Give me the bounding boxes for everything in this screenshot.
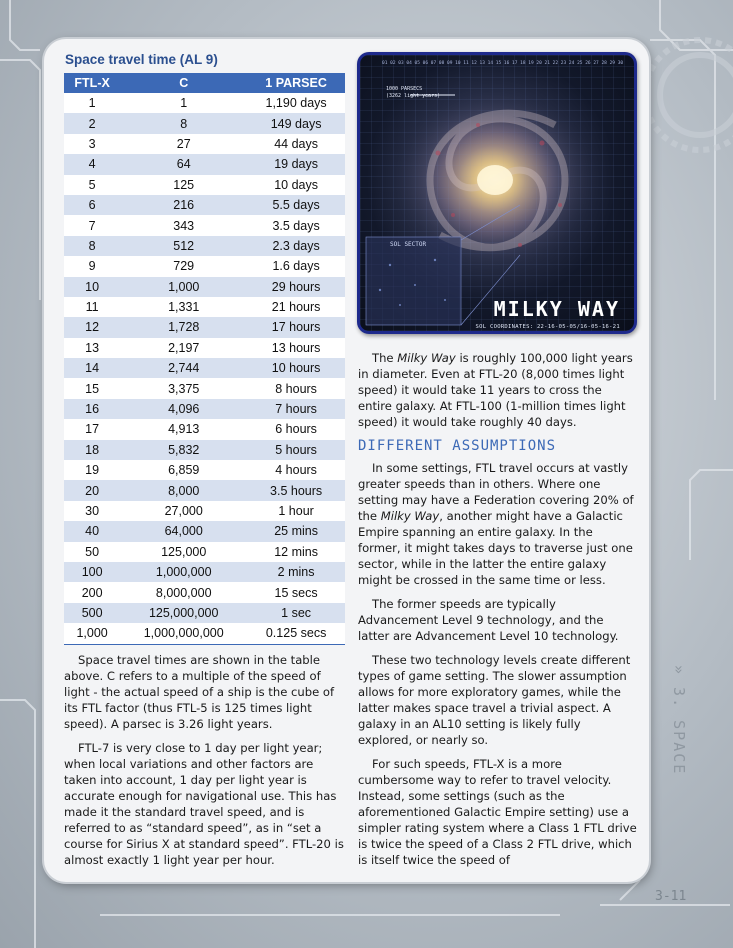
- table-cell: 1,000,000,000: [120, 623, 247, 644]
- text-run: In some settings, FTL travel occurs at vastly greater speeds than in others. Where one setting may have a Federation covering 20% of the: [358, 461, 634, 523]
- table-cell: 50: [64, 542, 120, 562]
- table-cell: 10 hours: [247, 358, 345, 378]
- paragraph: For such speeds, FTL-X is a more cumbersome way to refer to travel velocity. Instead, some settings (such as the aforementioned Galactic Empire setting) use a simpler rating system where a Class 1 FTL drive is twice the speed of a Class 2 FTL drive, which is itself twice the speed of: [358, 757, 637, 867]
- table-cell: 2: [64, 113, 120, 133]
- table-cell: 8: [64, 236, 120, 256]
- table-row: [64, 460, 345, 480]
- table-cell: 8 hours: [247, 378, 345, 398]
- table-row: [64, 480, 345, 500]
- table-cell: 27,000: [120, 501, 247, 521]
- travel-time-table-section: [64, 50, 345, 645]
- table-row: [64, 317, 345, 337]
- table-cell: 125: [120, 175, 247, 195]
- table-row: [64, 134, 345, 154]
- table-cell: 4,913: [120, 419, 247, 439]
- svg-text:01 02 03 04 05 06 07 08 09 10: 01 02 03 04 05 06 07 08 09 10 11 12 13 14 15 16 17 18 19 20 21 22 23 24 25 26 27 28 29 30: [382, 61, 624, 66]
- table-cell: 0.125 secs: [247, 623, 345, 644]
- table-cell: 30: [64, 501, 120, 521]
- paragraph: [358, 350, 638, 430]
- table-row: [64, 603, 345, 623]
- table-row: [64, 236, 345, 256]
- right-body-text: [358, 350, 638, 876]
- text-run: , another might have a Galactic Empire spanning an entire galaxy. In the former, it might takes days to traverse just one sector, while in the latter the entire galaxy might be crossed in the same time or less.: [358, 509, 633, 587]
- table-row: [64, 582, 345, 602]
- table-cell: 1: [64, 93, 120, 113]
- table-row: [64, 419, 345, 439]
- table-cell: 512: [120, 236, 247, 256]
- table-cell: 5,832: [120, 440, 247, 460]
- paragraph: [358, 460, 638, 588]
- table-row: [64, 623, 345, 644]
- table-cell: 13 hours: [247, 338, 345, 358]
- table-cell: 10: [64, 277, 120, 297]
- table-cell: 6 hours: [247, 419, 345, 439]
- table-cell: 125,000,000: [120, 603, 247, 623]
- table-cell: 1,000,000: [120, 562, 247, 582]
- table-row: [64, 358, 345, 378]
- header-parsec: 1 PARSEC: [247, 73, 345, 93]
- table-row: [64, 378, 345, 398]
- travel-time-table: [64, 73, 345, 645]
- table-row: [64, 297, 345, 317]
- table-cell: 7: [64, 215, 120, 235]
- table-cell: 2 mins: [247, 562, 345, 582]
- table-cell: 19 days: [247, 154, 345, 174]
- table-row: [64, 399, 345, 419]
- table-cell: 19: [64, 460, 120, 480]
- table-cell: 10 days: [247, 175, 345, 195]
- table-row: [64, 440, 345, 460]
- table-cell: 3.5 hours: [247, 480, 345, 500]
- table-cell: 27: [120, 134, 247, 154]
- table-row: [64, 215, 345, 235]
- table-row: [64, 501, 345, 521]
- table-cell: 29 hours: [247, 277, 345, 297]
- table-body: [64, 93, 345, 644]
- table-cell: 20: [64, 480, 120, 500]
- table-cell: 125,000: [120, 542, 247, 562]
- table-cell: 5 hours: [247, 440, 345, 460]
- table-row: [64, 256, 345, 276]
- table-cell: 4: [64, 154, 120, 174]
- table-cell: 12: [64, 317, 120, 337]
- table-cell: 15 secs: [247, 582, 345, 602]
- table-row: [64, 542, 345, 562]
- table-title: Space travel time (AL 9): [65, 52, 218, 67]
- table-header-row: [64, 73, 345, 93]
- paragraph: These two technology levels create different types of game setting. The slower assumption allows for more exploratory games, while the latter makes space travel a trivial aspect. A galaxy in an AL10 setting is likely fully explored, or nearly so.: [358, 653, 631, 747]
- table-cell: 8,000,000: [120, 582, 247, 602]
- table-cell: 2.3 days: [247, 236, 345, 256]
- table-cell: 18: [64, 440, 120, 460]
- table-cell: 149 days: [247, 113, 345, 133]
- table-cell: 6: [64, 195, 120, 215]
- scale-subtext: (3262 light years): [386, 93, 441, 99]
- paragraph: The former speeds are typically Advancement Level 9 technology, and the latter are Advancement Level 10 technology.: [358, 597, 619, 643]
- image-title: MILKY WAY: [493, 297, 620, 321]
- header-c: C: [120, 73, 247, 93]
- table-cell: 1: [120, 93, 247, 113]
- table-cell: 4,096: [120, 399, 247, 419]
- table-cell: 4 hours: [247, 460, 345, 480]
- table-cell: 6,859: [120, 460, 247, 480]
- table-row: [64, 113, 345, 133]
- table-cell: 729: [120, 256, 247, 276]
- table-cell: 1,000: [120, 277, 247, 297]
- table-cell: 3.5 days: [247, 215, 345, 235]
- table-cell: 343: [120, 215, 247, 235]
- milky-way-image: [357, 52, 637, 334]
- table-cell: 8: [120, 113, 247, 133]
- table-cell: 11: [64, 297, 120, 317]
- table-cell: 1 hour: [247, 501, 345, 521]
- table-cell: 21 hours: [247, 297, 345, 317]
- table-cell: 1,331: [120, 297, 247, 317]
- paragraph: Space travel times are shown in the table above. C refers to a multiple of the speed of light - the actual speed of a ship is the cube of its FTL factor (thus FTL-5 is 125 times light speed). A parsec is 3.26 light years.: [64, 653, 335, 731]
- table-cell: 9: [64, 256, 120, 276]
- galaxy-illustration: [360, 55, 634, 331]
- left-body-text: [64, 652, 347, 876]
- table-cell: 17 hours: [247, 317, 345, 337]
- table-cell: 40: [64, 521, 120, 541]
- table-cell: 1 sec: [247, 603, 345, 623]
- scale-label: [386, 86, 440, 100]
- table-cell: 1.6 days: [247, 256, 345, 276]
- table-cell: 14: [64, 358, 120, 378]
- section-heading: DIFFERENT ASSUMPTIONS: [358, 438, 557, 454]
- table-cell: 17: [64, 419, 120, 439]
- table-cell: 8,000: [120, 480, 247, 500]
- table-cell: 5: [64, 175, 120, 195]
- table-cell: 25 mins: [247, 521, 345, 541]
- table-cell: 2,197: [120, 338, 247, 358]
- table-cell: 12 mins: [247, 542, 345, 562]
- table-cell: 100: [64, 562, 120, 582]
- chapter-tab: » 3. SPACE: [670, 665, 688, 776]
- scale-text: 1000 PARSECS: [386, 86, 423, 92]
- table-cell: 64,000: [120, 521, 247, 541]
- table-cell: 7 hours: [247, 399, 345, 419]
- table-cell: 13: [64, 338, 120, 358]
- table-row: [64, 562, 345, 582]
- table-cell: 2,744: [120, 358, 247, 378]
- italic-term: Milky Way: [397, 351, 456, 365]
- table-row: [64, 195, 345, 215]
- table-row: [64, 175, 345, 195]
- table-cell: 3: [64, 134, 120, 154]
- header-ftl-x: FTL-X: [64, 73, 120, 93]
- page-number: 3-11: [655, 889, 687, 904]
- italic-term: Milky Way: [380, 509, 440, 523]
- inset-label: SOL SECTOR: [390, 241, 427, 248]
- table-row: [64, 93, 345, 113]
- table-cell: 5.5 days: [247, 195, 345, 215]
- table-row: [64, 521, 345, 541]
- table-cell: 64: [120, 154, 247, 174]
- table-row: [64, 277, 345, 297]
- table-row: [64, 154, 345, 174]
- image-coordinates: SOL COORDINATES: 22-16-05-05/16-05-16-21: [475, 324, 620, 330]
- table-cell: 1,728: [120, 317, 247, 337]
- paragraph: FTL-7 is very close to 1 day per light year; when local variations and other factors are taken into account, 1 day per light year is accurate enough for navigational use. This has made it the standard travel speed, and is referred to as “standard speed”, as in “set a course for Sirius X at standard speed”. FTL-20 is almost exactly 1 light year per hour.: [64, 741, 344, 867]
- table-cell: 1,000: [64, 623, 120, 644]
- table-cell: 200: [64, 582, 120, 602]
- table-cell: 44 days: [247, 134, 345, 154]
- table-cell: 16: [64, 399, 120, 419]
- table-cell: 500: [64, 603, 120, 623]
- table-row: [64, 338, 345, 358]
- table-cell: 15: [64, 378, 120, 398]
- text-run: The: [372, 351, 398, 365]
- table-cell: 3,375: [120, 378, 247, 398]
- text-run: is roughly 100,000 light years in diameter. Even at FTL-20 (8,000 times light speed) it would take 11 years to cross the entire galaxy. At FTL-100 (1-million times light speed) it would take roughly 40 days.: [358, 351, 633, 429]
- table-cell: 1,190 days: [247, 93, 345, 113]
- table-cell: 216: [120, 195, 247, 215]
